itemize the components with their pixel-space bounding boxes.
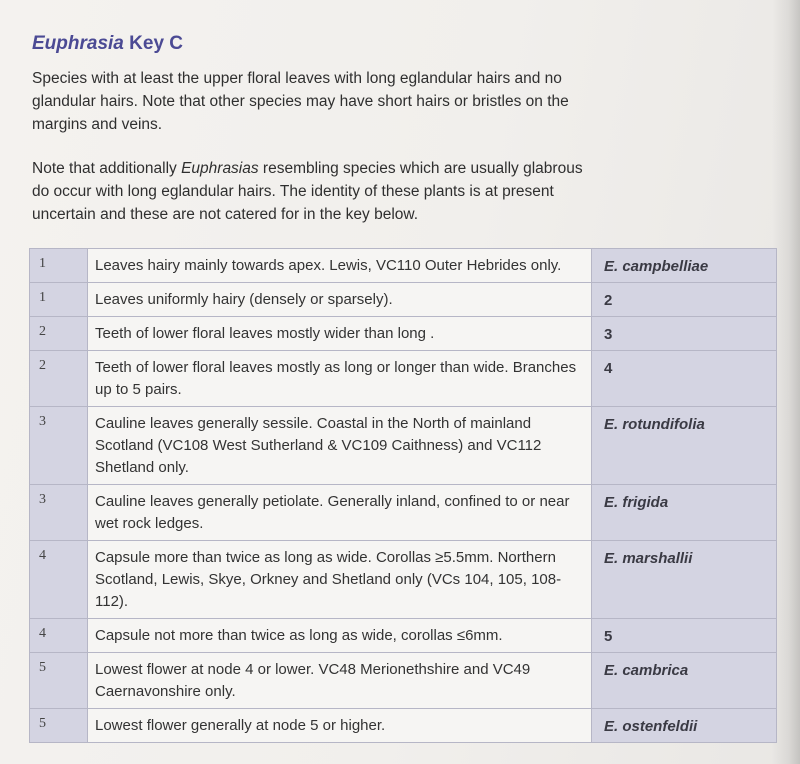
key-description: Teeth of lower floral leaves mostly as long or longer than wide. Branches up to 5 pairs. bbox=[88, 351, 592, 407]
key-description: Leaves hairy mainly towards apex. Lewis, VC110 Outer Hebrides only. bbox=[88, 249, 592, 283]
key-row bbox=[30, 249, 777, 283]
key-row bbox=[30, 709, 777, 743]
key-step-number: 5 bbox=[30, 653, 88, 709]
key-description: Lowest flower at node 4 or lower. VC48 Merionethshire and VC49 Caernavonshire only. bbox=[88, 653, 592, 709]
key-step-number: 1 bbox=[30, 249, 88, 283]
key-result: 3 bbox=[592, 317, 777, 351]
p2-suffix: resembling species which are usually glabrous do occur with long eglandular hairs. The identity of these plants is at present uncertain and these are not catered for in the key below. bbox=[32, 160, 583, 223]
key-result: E. rotundifolia bbox=[592, 407, 777, 485]
key-row bbox=[30, 653, 777, 709]
key-row bbox=[30, 283, 777, 317]
key-result: 5 bbox=[592, 619, 777, 653]
intro-paragraph-2 bbox=[32, 157, 592, 226]
page-title bbox=[32, 33, 183, 55]
key-row bbox=[30, 351, 777, 407]
key-result: E. marshallii bbox=[592, 541, 777, 619]
key-row bbox=[30, 407, 777, 485]
key-result: E. frigida bbox=[592, 485, 777, 541]
key-description: Teeth of lower floral leaves mostly wider than long . bbox=[88, 317, 592, 351]
key-step-number: 3 bbox=[30, 485, 88, 541]
key-result: 4 bbox=[592, 351, 777, 407]
title-rest: Key C bbox=[123, 33, 184, 54]
key-description: Capsule more than twice as long as wide. Corollas ≥5.5mm. Northern Scotland, Lewis, Skye, Orkney and Shetland only (VCs 104, 105, 108-112). bbox=[88, 541, 592, 619]
key-row bbox=[30, 317, 777, 351]
intro-paragraph-1: Species with at least the upper floral leaves with long eglandular hairs and no glandular hairs. Note that other species may have short hairs or bristles on the margins and veins. bbox=[32, 70, 569, 133]
key-step-number: 4 bbox=[30, 619, 88, 653]
key-step-number: 4 bbox=[30, 541, 88, 619]
key-row bbox=[30, 619, 777, 653]
key-description: Cauline leaves generally sessile. Coastal in the North of mainland Scotland (VC108 West Sutherland & VC109 Caithness) and VC112 Shetland only. bbox=[88, 407, 592, 485]
key-step-number: 3 bbox=[30, 407, 88, 485]
p2-italic: Euphrasias bbox=[181, 160, 259, 177]
key-step-number: 2 bbox=[30, 351, 88, 407]
key-result: E. cambrica bbox=[592, 653, 777, 709]
identification-key-table bbox=[29, 248, 777, 743]
p2-prefix: Note that additionally bbox=[32, 160, 182, 177]
key-step-number: 1 bbox=[30, 283, 88, 317]
key-row bbox=[30, 485, 777, 541]
key-result: 2 bbox=[592, 283, 777, 317]
title-genus: Euphrasia bbox=[32, 33, 124, 54]
key-row bbox=[30, 541, 777, 619]
key-description: Cauline leaves generally petiolate. Generally inland, confined to or near wet rock ledges. bbox=[88, 485, 592, 541]
key-description: Capsule not more than twice as long as wide, corollas ≤6mm. bbox=[88, 619, 592, 653]
key-step-number: 5 bbox=[30, 709, 88, 743]
key-description: Leaves uniformly hairy (densely or sparsely). bbox=[88, 283, 592, 317]
key-step-number: 2 bbox=[30, 317, 88, 351]
key-result: E. ostenfeldii bbox=[592, 709, 777, 743]
key-description: Lowest flower generally at node 5 or higher. bbox=[88, 709, 592, 743]
key-result: E. campbelliae bbox=[592, 249, 777, 283]
